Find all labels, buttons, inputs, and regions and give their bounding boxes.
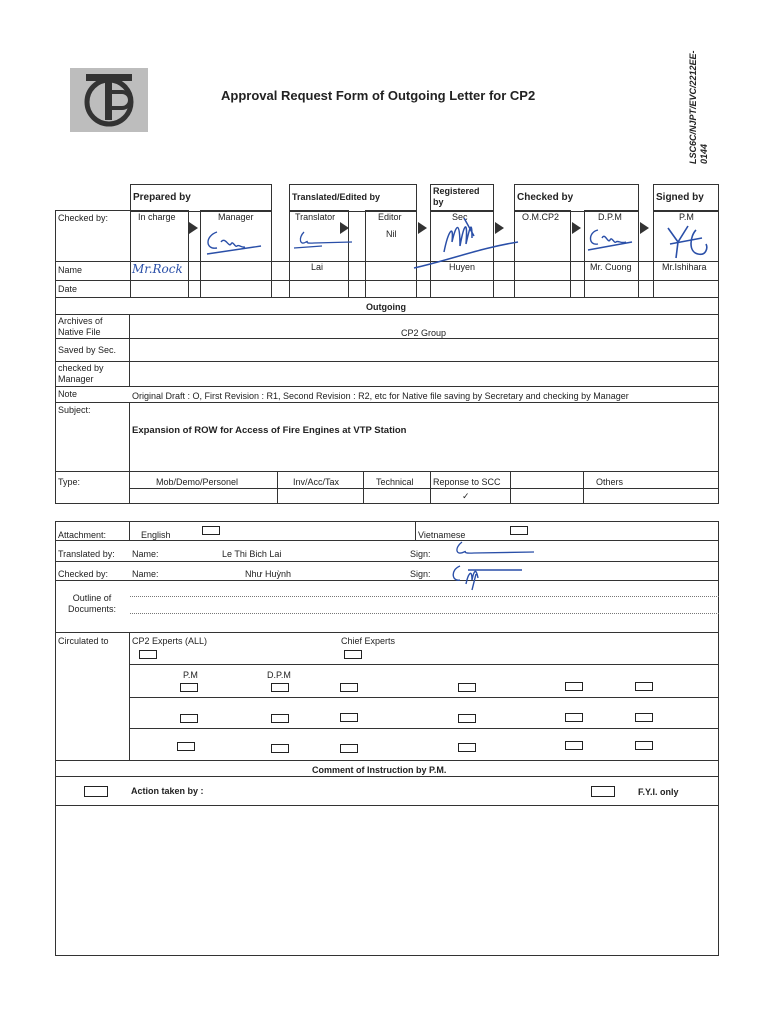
col-dpm	[584, 210, 639, 298]
circ-checkbox-r1c2[interactable]	[271, 683, 289, 692]
checked-by-manager-label: checked by Manager	[58, 363, 104, 384]
type-check-mark: ✓	[462, 491, 470, 501]
om-cp2-label: O.M.CP2	[522, 212, 560, 222]
comment-heading: Comment of Instruction by P.M.	[312, 765, 447, 775]
translated-name-value: Le Thi Bich Lai	[222, 549, 282, 559]
translator-label: Translator	[295, 212, 336, 222]
type-inv: Inv/Acc/Tax	[293, 477, 340, 487]
circ-checkbox-r2c1[interactable]	[180, 714, 198, 723]
circ-checkbox-r2c2[interactable]	[271, 714, 289, 723]
circulated-label: Circulated to	[58, 636, 109, 646]
name-sec: Huyen	[449, 262, 476, 272]
flow-arrow-icon	[572, 222, 581, 234]
cp2-experts-label: CP2 Experts (ALL)	[132, 636, 208, 646]
translator-signature	[292, 230, 372, 252]
chief-experts-label: Chief Experts	[341, 636, 396, 646]
note-label: Note	[58, 389, 78, 399]
circ-checkbox-r2c5[interactable]	[565, 713, 583, 722]
name-pm: Mr.Ishihara	[662, 262, 707, 272]
form-title: Approval Request Form of Outgoing Letter for CP2	[221, 88, 536, 103]
note-value: Original Draft : O, First Revision : R1, Second Revision : R2, etc for Native file saving by Secretary and checking by Manager	[132, 391, 629, 401]
saved-by-sec-label: Saved by Sec.	[58, 345, 117, 355]
checked-by-row-label: Checked by:	[58, 213, 109, 223]
type-label: Type:	[58, 477, 81, 487]
pm-circ-label: P.M	[183, 670, 198, 680]
type-others: Others	[596, 477, 624, 487]
checked-signature	[448, 560, 528, 594]
type-mob: Mob/Demo/Personel	[156, 477, 239, 487]
circ-checkbox-r2c4[interactable]	[458, 714, 476, 723]
circ-checkbox-r2c6[interactable]	[635, 713, 653, 722]
col-om	[514, 210, 571, 298]
translated-name-label: Name:	[132, 549, 159, 559]
circ-checkbox-r1c6[interactable]	[635, 682, 653, 691]
checked-by-label-2: Checked by:	[58, 569, 109, 579]
subject-value: Expansion of ROW for Access of Fire Engines at VTP Station	[132, 425, 407, 436]
archives-label: Archives of Native File	[58, 316, 103, 337]
logo-mark-icon	[70, 68, 148, 132]
dpm-circ-label: D.P.M	[267, 670, 291, 680]
dpm-label: D.P.M	[598, 212, 622, 222]
translated-signature	[448, 540, 538, 562]
circ-checkbox-r1c1[interactable]	[180, 683, 198, 692]
english-label: English	[141, 530, 171, 540]
flow-arrow-icon	[189, 222, 198, 234]
pm-signature	[662, 222, 714, 262]
circ-checkbox-r2c3[interactable]	[340, 713, 358, 722]
checked-by-label: Checked by	[517, 192, 574, 203]
circ-checkbox-r3c2[interactable]	[271, 744, 289, 753]
translated-by-label: Translated by:	[58, 549, 115, 559]
action-taken-checkbox[interactable]	[84, 786, 108, 797]
checked-name-label: Name:	[132, 569, 159, 579]
action-taken-label: Action taken by :	[131, 786, 204, 796]
pm-label: P.M	[679, 212, 694, 222]
flow-arrow-icon	[640, 222, 649, 234]
date-label: Date	[58, 284, 78, 294]
registered-by-label: Registered by	[433, 186, 480, 207]
name-dpm: Mr. Cuong	[590, 262, 632, 272]
english-checkbox[interactable]	[202, 526, 220, 535]
circ-checkbox-r3c1[interactable]	[177, 742, 195, 751]
prepared-by-label: Prepared by	[133, 192, 191, 203]
circ-checkbox-r1c4[interactable]	[458, 683, 476, 692]
name-translator: Lai	[311, 262, 324, 272]
checked-name-value: Như Huỳnh	[245, 569, 292, 579]
in-charge-label: In charge	[138, 212, 176, 222]
name-in-charge: Mr.Rock	[132, 262, 183, 276]
outline-label: Outline of Documents:	[67, 593, 117, 614]
fyi-checkbox[interactable]	[591, 786, 615, 797]
circ-checkbox-r1c3[interactable]	[340, 683, 358, 692]
translated-edited-label: Translated/Edited by	[292, 192, 381, 202]
archives-value: CP2 Group	[401, 328, 447, 338]
checked-sign-label: Sign:	[410, 569, 431, 579]
manager-signature	[203, 228, 263, 256]
cp2-experts-checkbox[interactable]	[139, 650, 157, 659]
sec-label: Sec	[452, 212, 468, 222]
subject-label: Subject:	[58, 405, 91, 415]
vietnamese-checkbox[interactable]	[510, 526, 528, 535]
company-logo	[70, 68, 148, 132]
circ-checkbox-r1c5[interactable]	[565, 682, 583, 691]
document-code: LSC6C/NJPT/EVC/2212EE-0144	[688, 50, 709, 164]
circ-checkbox-r3c6[interactable]	[635, 741, 653, 750]
manager-label: Manager	[218, 212, 254, 222]
circ-checkbox-r3c4[interactable]	[458, 743, 476, 752]
vietnamese-label: Vietnamese	[418, 530, 466, 540]
attachment-label: Attachment:	[58, 530, 107, 540]
fyi-label: F.Y.I. only	[638, 787, 679, 797]
dpm-signature	[586, 226, 636, 252]
outgoing-heading: Outgoing	[366, 302, 406, 312]
circ-checkbox-r3c3[interactable]	[340, 744, 358, 753]
name-label: Name	[58, 265, 83, 275]
col-in-charge	[130, 210, 189, 298]
circ-checkbox-r3c5[interactable]	[565, 741, 583, 750]
type-response-scc: Reponse to SCC	[433, 477, 501, 487]
editor-value: Nil	[386, 229, 397, 239]
type-technical: Technical	[376, 477, 414, 487]
chief-experts-checkbox[interactable]	[344, 650, 362, 659]
sec-signature	[410, 212, 520, 274]
signed-by-label: Signed by	[656, 192, 704, 203]
translated-sign-label: Sign:	[410, 549, 431, 559]
editor-label: Editor	[378, 212, 402, 222]
